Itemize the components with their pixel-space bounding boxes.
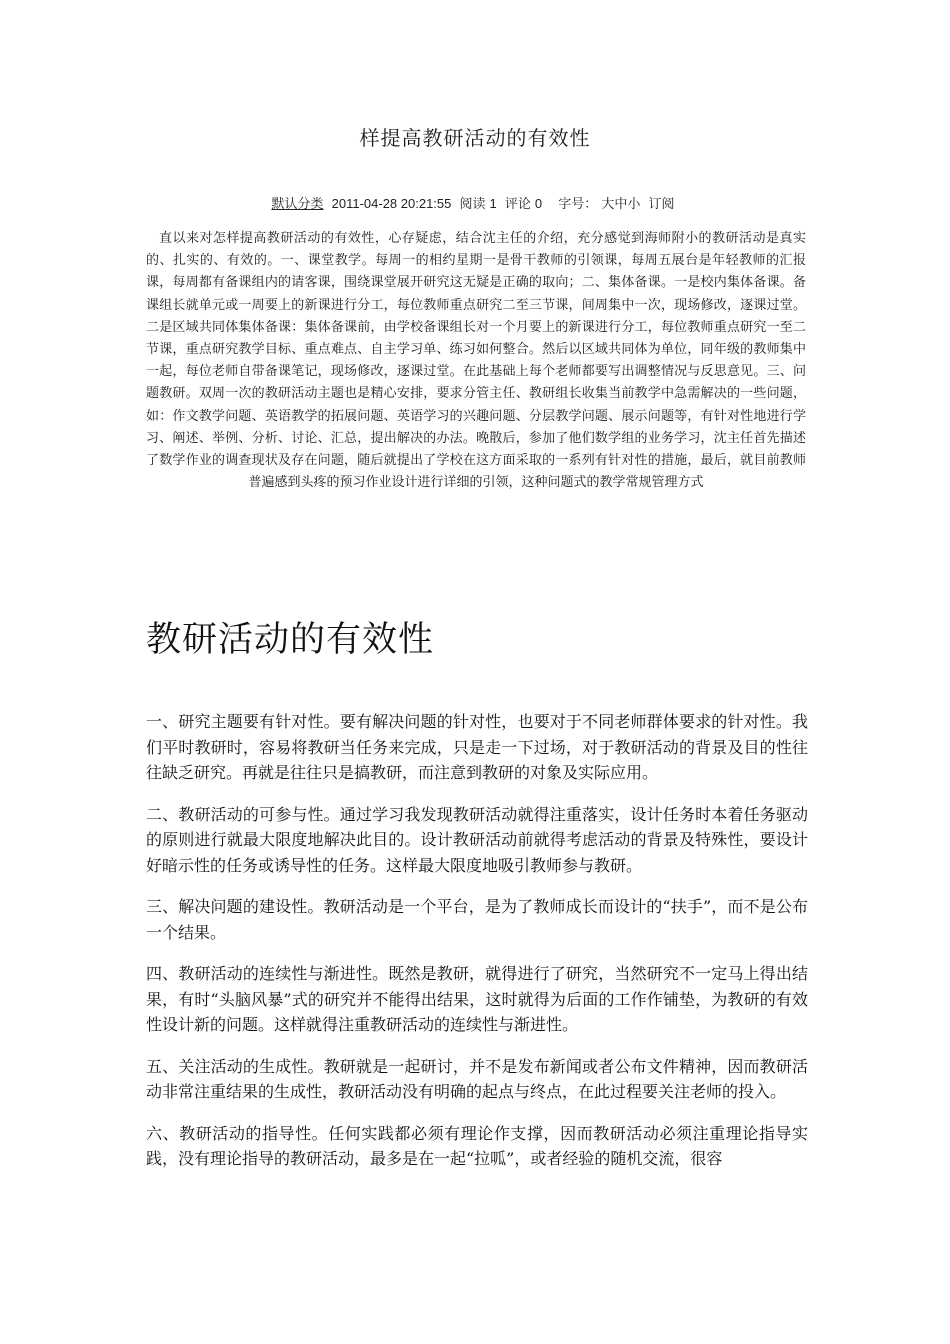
font-size-small-link[interactable]: 小: [627, 197, 641, 212]
post-datetime: 2011-04-28 20:21:55: [331, 196, 452, 211]
body-paragraph: 五、关注活动的生成性。教研就是一起研讨，并不是发布新闻或者公布文件精神，因而教研活动非常注重结果的生成性，教研活动没有明确的起点与终点，在此过程要关注老师的投入。: [146, 1056, 808, 1101]
subscribe-link[interactable]: 订阅: [648, 197, 675, 212]
category-link[interactable]: 默认分类: [271, 197, 324, 212]
reads-count: 1: [489, 196, 497, 211]
article-title: 样提高教研活动的有效性: [359, 126, 591, 150]
section-heading: 教研活动的有效性: [146, 620, 435, 660]
font-size-medium-link[interactable]: 中: [614, 197, 628, 212]
body-paragraph: 六、教研活动的指导性。任何实践都必须有理论作支撑，因而教研活动必须注重理论指导实践，没有理论指导的教研活动，最多是在一起“拉呱”，或者经验的随机交流，很容: [146, 1123, 808, 1168]
font-size-large-link[interactable]: 大: [601, 197, 615, 212]
article-intro: 直以来对怎样提高教研活动的有效性，心存疑虑，结合沈主任的介绍，充分感觉到海师附小的教研活动是真实的、扎实的、有效的。一、课堂教学。每周一的相约星期一是骨干教师的引领课，每周五展台是年轻教师的汇报课，每周都有备课组内的请客课，围绕课堂展开研究这无疑是正确的取向；二、集体备课。一是校内集体备课。备课组长就单元或一周要上的新课进行分工，每位教师重点研究二至三节课，间周集中一次，现场修改，逐课过堂。二是区域共同体集体备课：集体备课前，由学校备课组长对一个月要上的新课进行分工，每位教师重点研究一至二节课，重点研究教学目标、重点难点、自主学习单、练习如何整合。然后以区域共同体为单位，同年级的教师集中一起，每位老师自带备课笔记，现场修改，逐课过堂。在此基础上每个老师都要写出调整情况与反思意见。三、问题教研。双周一次的教研活动主题也是精心安排，要求分管主任、教研组长收集当前教学中急需解决的一些问题，如：作文教学问题、英语教学的拓展问题、英语学习的兴趣问题、分层教学问题、展示问题等，有针对性地进行学习、阐述、举例、分析、讨论、汇总，提出解决的办法。晚散后，参加了他们数学组的业务学习，沈主任首先描述了数学作业的调查现状及存在问题，随后就提出了学校在这方面采取的一系列有针对性的措施，最后，就目前教师普遍感到头疼的预习作业设计进行详细的引领，这种问题式的教学常规管理方式: [146, 231, 806, 491]
article-body: [146, 709, 808, 1188]
article-meta: [0, 193, 950, 212]
body-paragraph: 三、解决问题的建设性。教研活动是一个平台，是为了教师成长而设计的“扶手”，而不是公布一个结果。: [146, 897, 808, 942]
reads-label: 阅读: [459, 197, 486, 212]
body-paragraph: 一、研究主题要有针对性。要有解决问题的针对性，也要对于不同老师群体要求的针对性。我们平时教研时，容易将教研当任务来完成，只是走一下过场，对于教研活动的背景及目的性往往缺乏研究。再就是往往只是搞教研，而注意到教研的对象及实际应用。: [146, 712, 808, 782]
font-size-label: 字号：: [558, 197, 598, 212]
comments-label: 评论: [504, 197, 531, 212]
comments-count: 0: [534, 196, 543, 211]
body-paragraph: 二、教研活动的可参与性。通过学习我发现教研活动就得注重落实，设计任务时本着任务驱动的原则进行就最大限度地解决此目的。设计教研活动前就得考虑活动的背景及特殊性，要设计好暗示性的任务或诱导性的任务。这样最大限度地吸引教师参与教研。: [146, 804, 808, 875]
body-paragraph: 四、教研活动的连续性与渐进性。既然是教研，就得进行了研究，当然研究不一定马上得出结果，有时“头脑风暴”式的研究并不能得出结果，这时就得为后面的工作作铺垫，为教研的有效性设计新的问题。这样就得注重教研活动的连续性与渐进性。: [146, 964, 808, 1034]
